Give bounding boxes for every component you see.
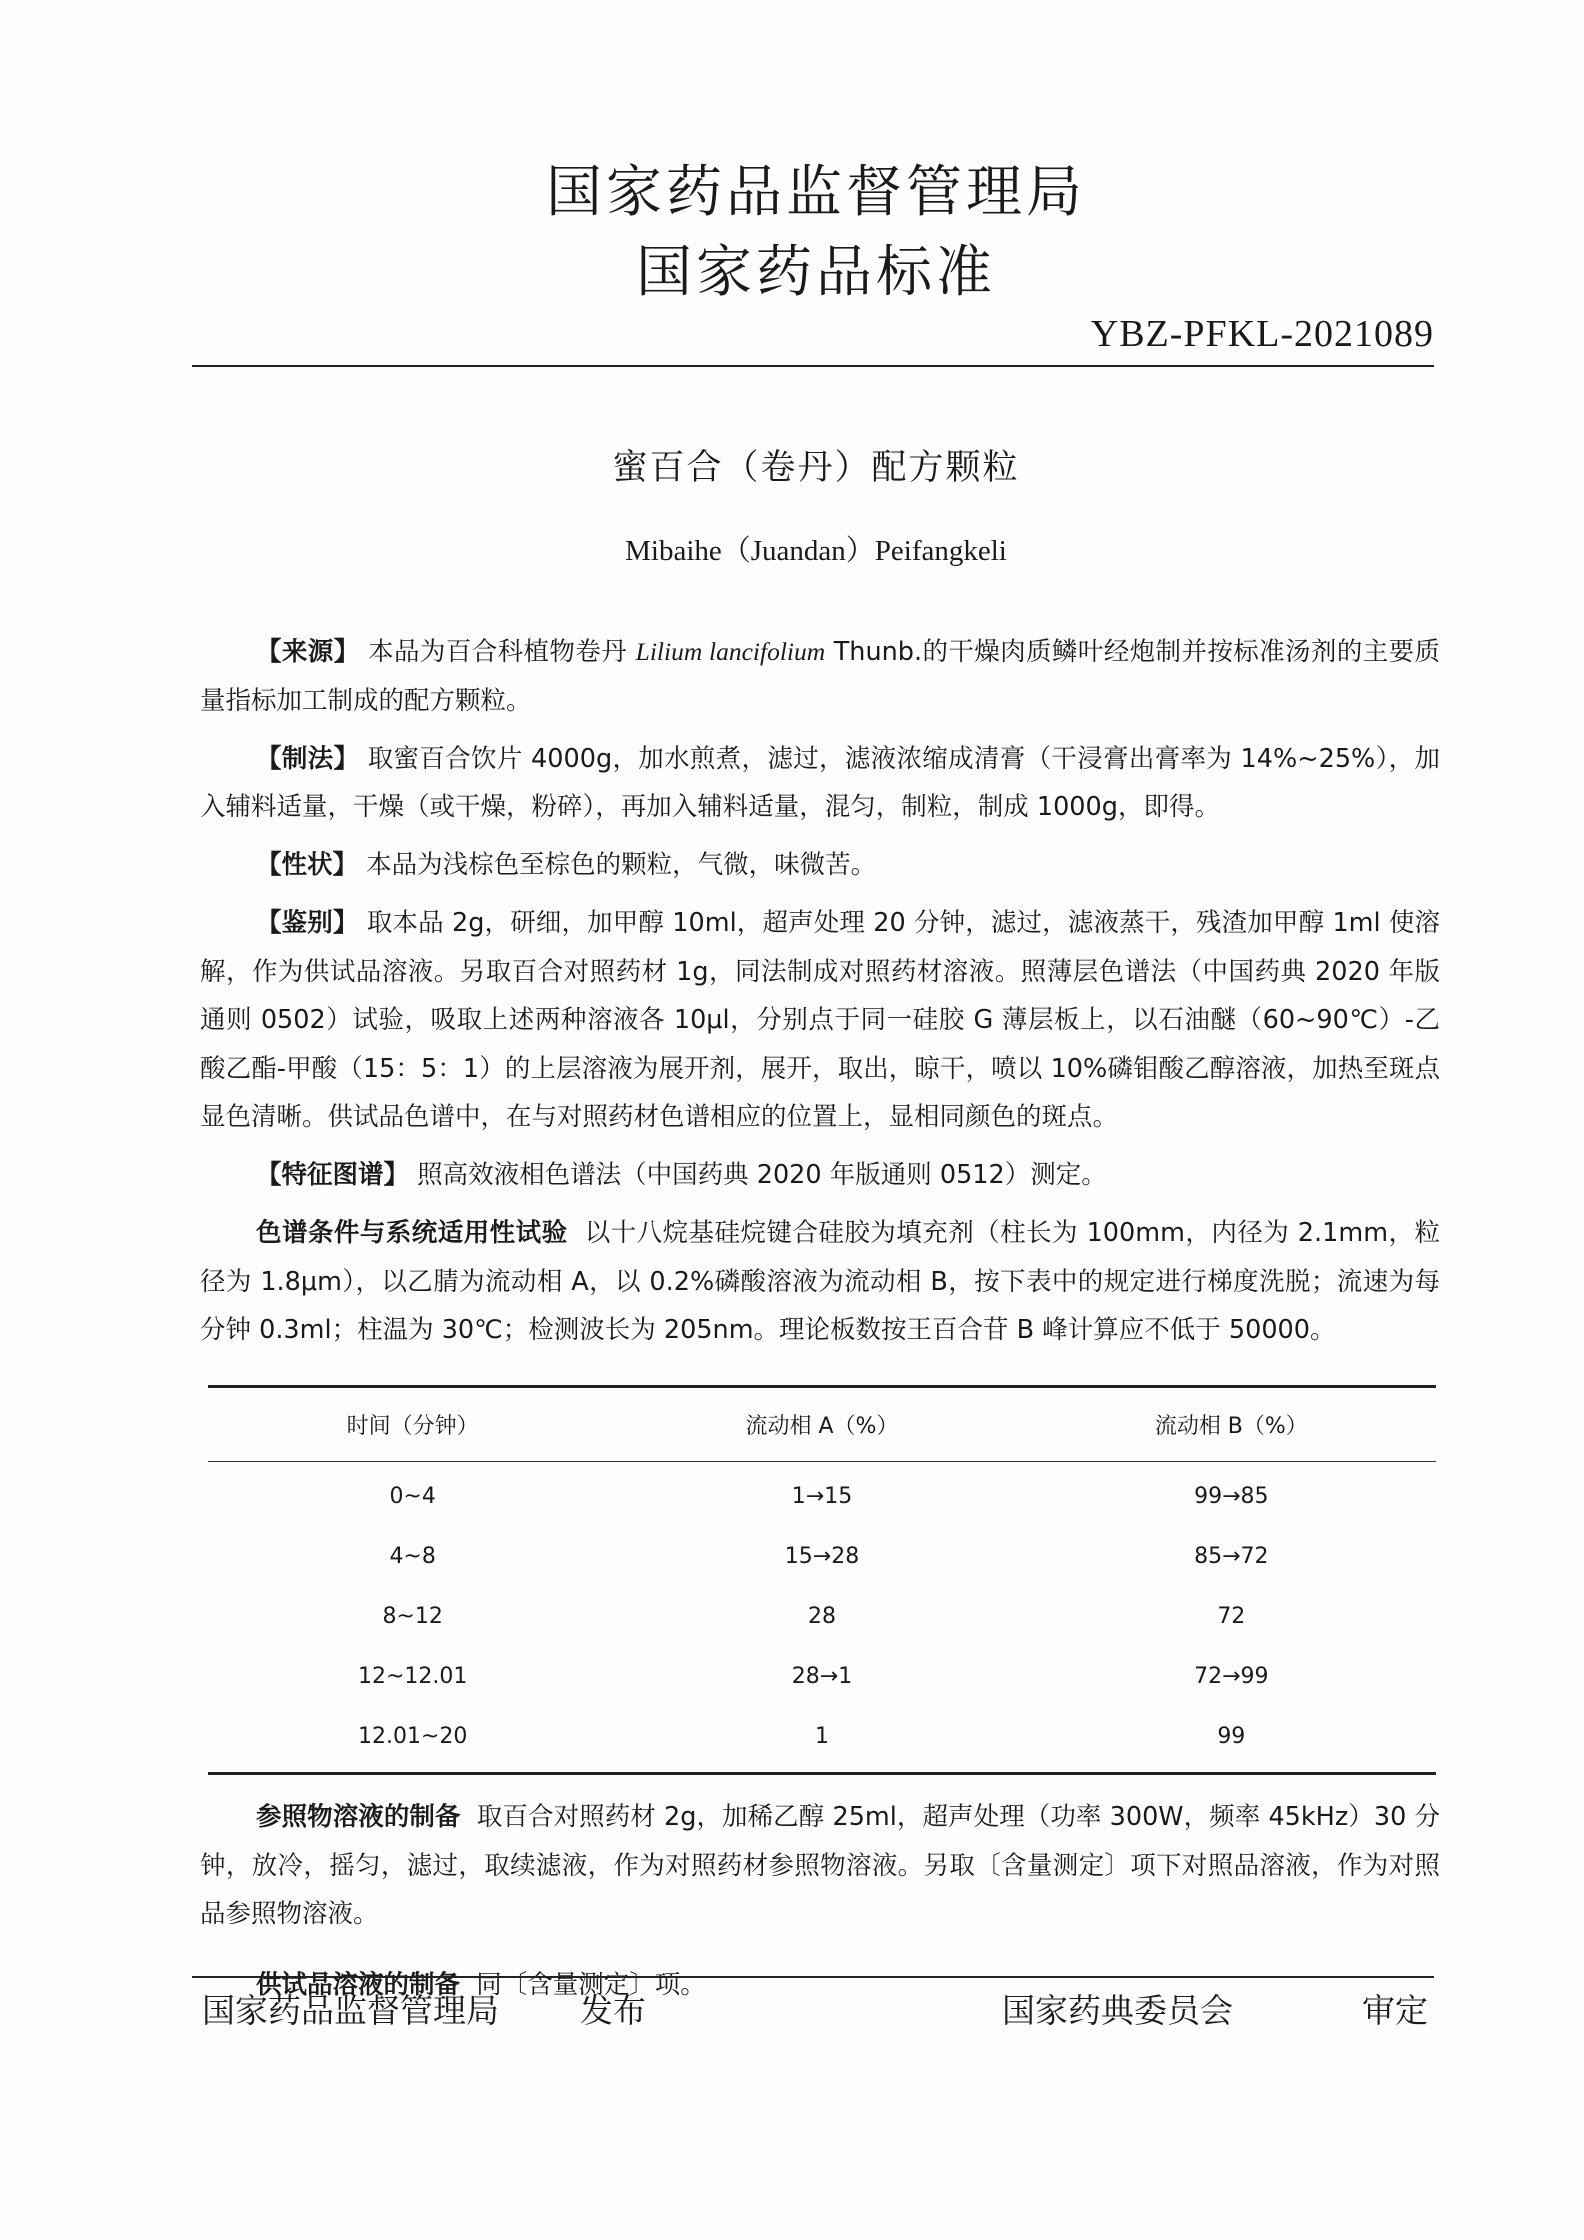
- section-reference-solution: [200, 1793, 1440, 1939]
- identification-label: 【鉴别】: [256, 908, 359, 938]
- section-preparation: [200, 735, 1440, 832]
- table-cell: 28→1: [791, 1663, 853, 1689]
- standard-title: 国家药品标准: [636, 240, 996, 305]
- preparation-label: 【制法】: [256, 743, 360, 774]
- test-text: 同〔含量测定〕项。: [476, 1969, 706, 2000]
- table-cell: 15→28: [784, 1543, 860, 1569]
- table-cell: 12~12.01: [357, 1663, 468, 1689]
- agency-title: 国家药品监督管理局: [546, 160, 1086, 225]
- conditions-text: 以十八烷基硅烷键合硅胶为填充剂（柱长为 100mm，内径为 2.1mm，粒径为 1.8μm），以乙腈为流动相 A，以 0.2%磷酸溶液为流动相 B，按下表中的规定进行梯度洗脱；流速为每分钟 0.3ml；柱温为 30℃；检测波长为 205nm。理论板数按王百合苷 B 峰计算应不低于 50000。: [200, 1218, 1440, 1345]
- footer-review-label: 审定: [1362, 1991, 1428, 2030]
- section-conditions: [200, 1209, 1440, 1355]
- identification-text: 取本品 2g，研细，加甲醇 10ml，超声处理 20 分钟，滤过，滤液蒸干，残渣加甲醇 1ml 使溶解，作为供试品溶液。另取百合对照药材 1g，同法制成对照药材溶液。照薄层色谱法（中国药典 2020 年版通则 0502）试验，吸取上述两种溶液各 10μl，分别点于同一硅胶 G 薄层板上，以石油醚（60~90℃）-乙酸乙酯-甲酸（15：5：1）的上层溶液为展开剂，展开，取出，晾干，喷以 10%磷钼酸乙醇溶液，加热至斑点显色清晰。供试品色谱中，在与对照药材色谱相应的位置上，显相同颜色的斑点。: [200, 908, 1440, 1132]
- character-label: 【性状】: [256, 850, 359, 880]
- source-text-a: 本品为百合科植物卷丹: [368, 637, 628, 667]
- section-source: [200, 628, 1440, 725]
- product-title-cn: 蜜百合（卷丹）配方颗粒: [612, 448, 1020, 488]
- table-cell: 1→15: [791, 1483, 853, 1509]
- footer-divider: [192, 1976, 1434, 1978]
- fingerprint-text: 照高效液相色谱法（中国药典 2020 年版通则 0512）测定。: [417, 1160, 1107, 1190]
- source-label: 【来源】: [256, 637, 360, 667]
- table-header-cell: 流动相 A（%）: [745, 1414, 899, 1439]
- section-character: [200, 841, 1440, 890]
- header-divider: [192, 365, 1434, 367]
- table-header-cell: 流动相 B（%）: [1154, 1414, 1308, 1439]
- section-identification: [200, 899, 1440, 1142]
- section-fingerprint: [200, 1151, 1440, 1200]
- standard-number: YBZ-PFKL-2021089: [1090, 313, 1434, 355]
- table-cell: 0~4: [389, 1483, 436, 1509]
- footer-reviewer: 国家药典委员会: [1002, 1991, 1233, 2030]
- source-latin-name: Lilium lancifolium: [635, 637, 826, 666]
- table-cell: 99→85: [1194, 1483, 1269, 1509]
- preparation-text: 取蜜百合饮片 4000g，加水煎煮，滤过，滤液浓缩成清膏（干浸膏出膏率为 14%~25%），加入辅料适量，干燥（或干燥，粉碎），再加入辅料适量，混匀，制粒，制成 1000g，即得。: [200, 743, 1440, 822]
- table-header-row: [208, 1388, 1436, 1462]
- footer-publish-label: 发布: [580, 1991, 646, 2030]
- conditions-label: 色谱条件与系统适用性试验: [256, 1218, 568, 1248]
- footer-publisher: 国家药品监督管理局: [202, 1991, 499, 2030]
- gradient-table: [208, 1385, 1436, 1775]
- table-row: [208, 1646, 1436, 1706]
- character-text: 本品为浅棕色至棕色的颗粒，气微，味微苦。: [366, 850, 877, 880]
- table-cell: 8~12: [382, 1603, 443, 1629]
- table-cell: 28: [807, 1603, 836, 1629]
- table-header-cell: 时间（分钟）: [346, 1414, 479, 1439]
- table-cell: 12.01~20: [357, 1723, 468, 1749]
- product-title-en: Mibaihe（Juandan）Peifangkeli: [625, 535, 1007, 567]
- reference-text: 取百合对照药材 2g，加稀乙醇 25ml，超声处理（功率 300W，频率 45kHz）30 分钟，放冷，摇匀，滤过，取续滤液，作为对照药材参照物溶液。另取〔含量测定〕项下对照品溶液，作为对照品参照物溶液。: [200, 1802, 1440, 1929]
- monograph-body: [200, 628, 1440, 1364]
- table-row: [208, 1586, 1436, 1646]
- fingerprint-label: 【特征图谱】: [256, 1160, 410, 1190]
- test-label: 供试品溶液的制备: [256, 1969, 461, 2000]
- table-cell: 4~8: [389, 1543, 436, 1569]
- table-cell: 72: [1217, 1603, 1246, 1629]
- table-cell: 1: [814, 1723, 829, 1749]
- table-cell: 99: [1217, 1723, 1246, 1749]
- table-row: [208, 1526, 1436, 1586]
- source-text-b: Thunb.的干燥肉质鳞叶经炮制并按标准汤剂的主要质量指标加工制成的配方颗粒。: [200, 637, 1441, 716]
- table-row: [208, 1706, 1436, 1766]
- table-cell: 72→99: [1194, 1663, 1269, 1689]
- table-row: [208, 1466, 1436, 1526]
- reference-label: 参照物溶液的制备: [256, 1802, 461, 1832]
- table-cell: 85→72: [1194, 1543, 1269, 1569]
